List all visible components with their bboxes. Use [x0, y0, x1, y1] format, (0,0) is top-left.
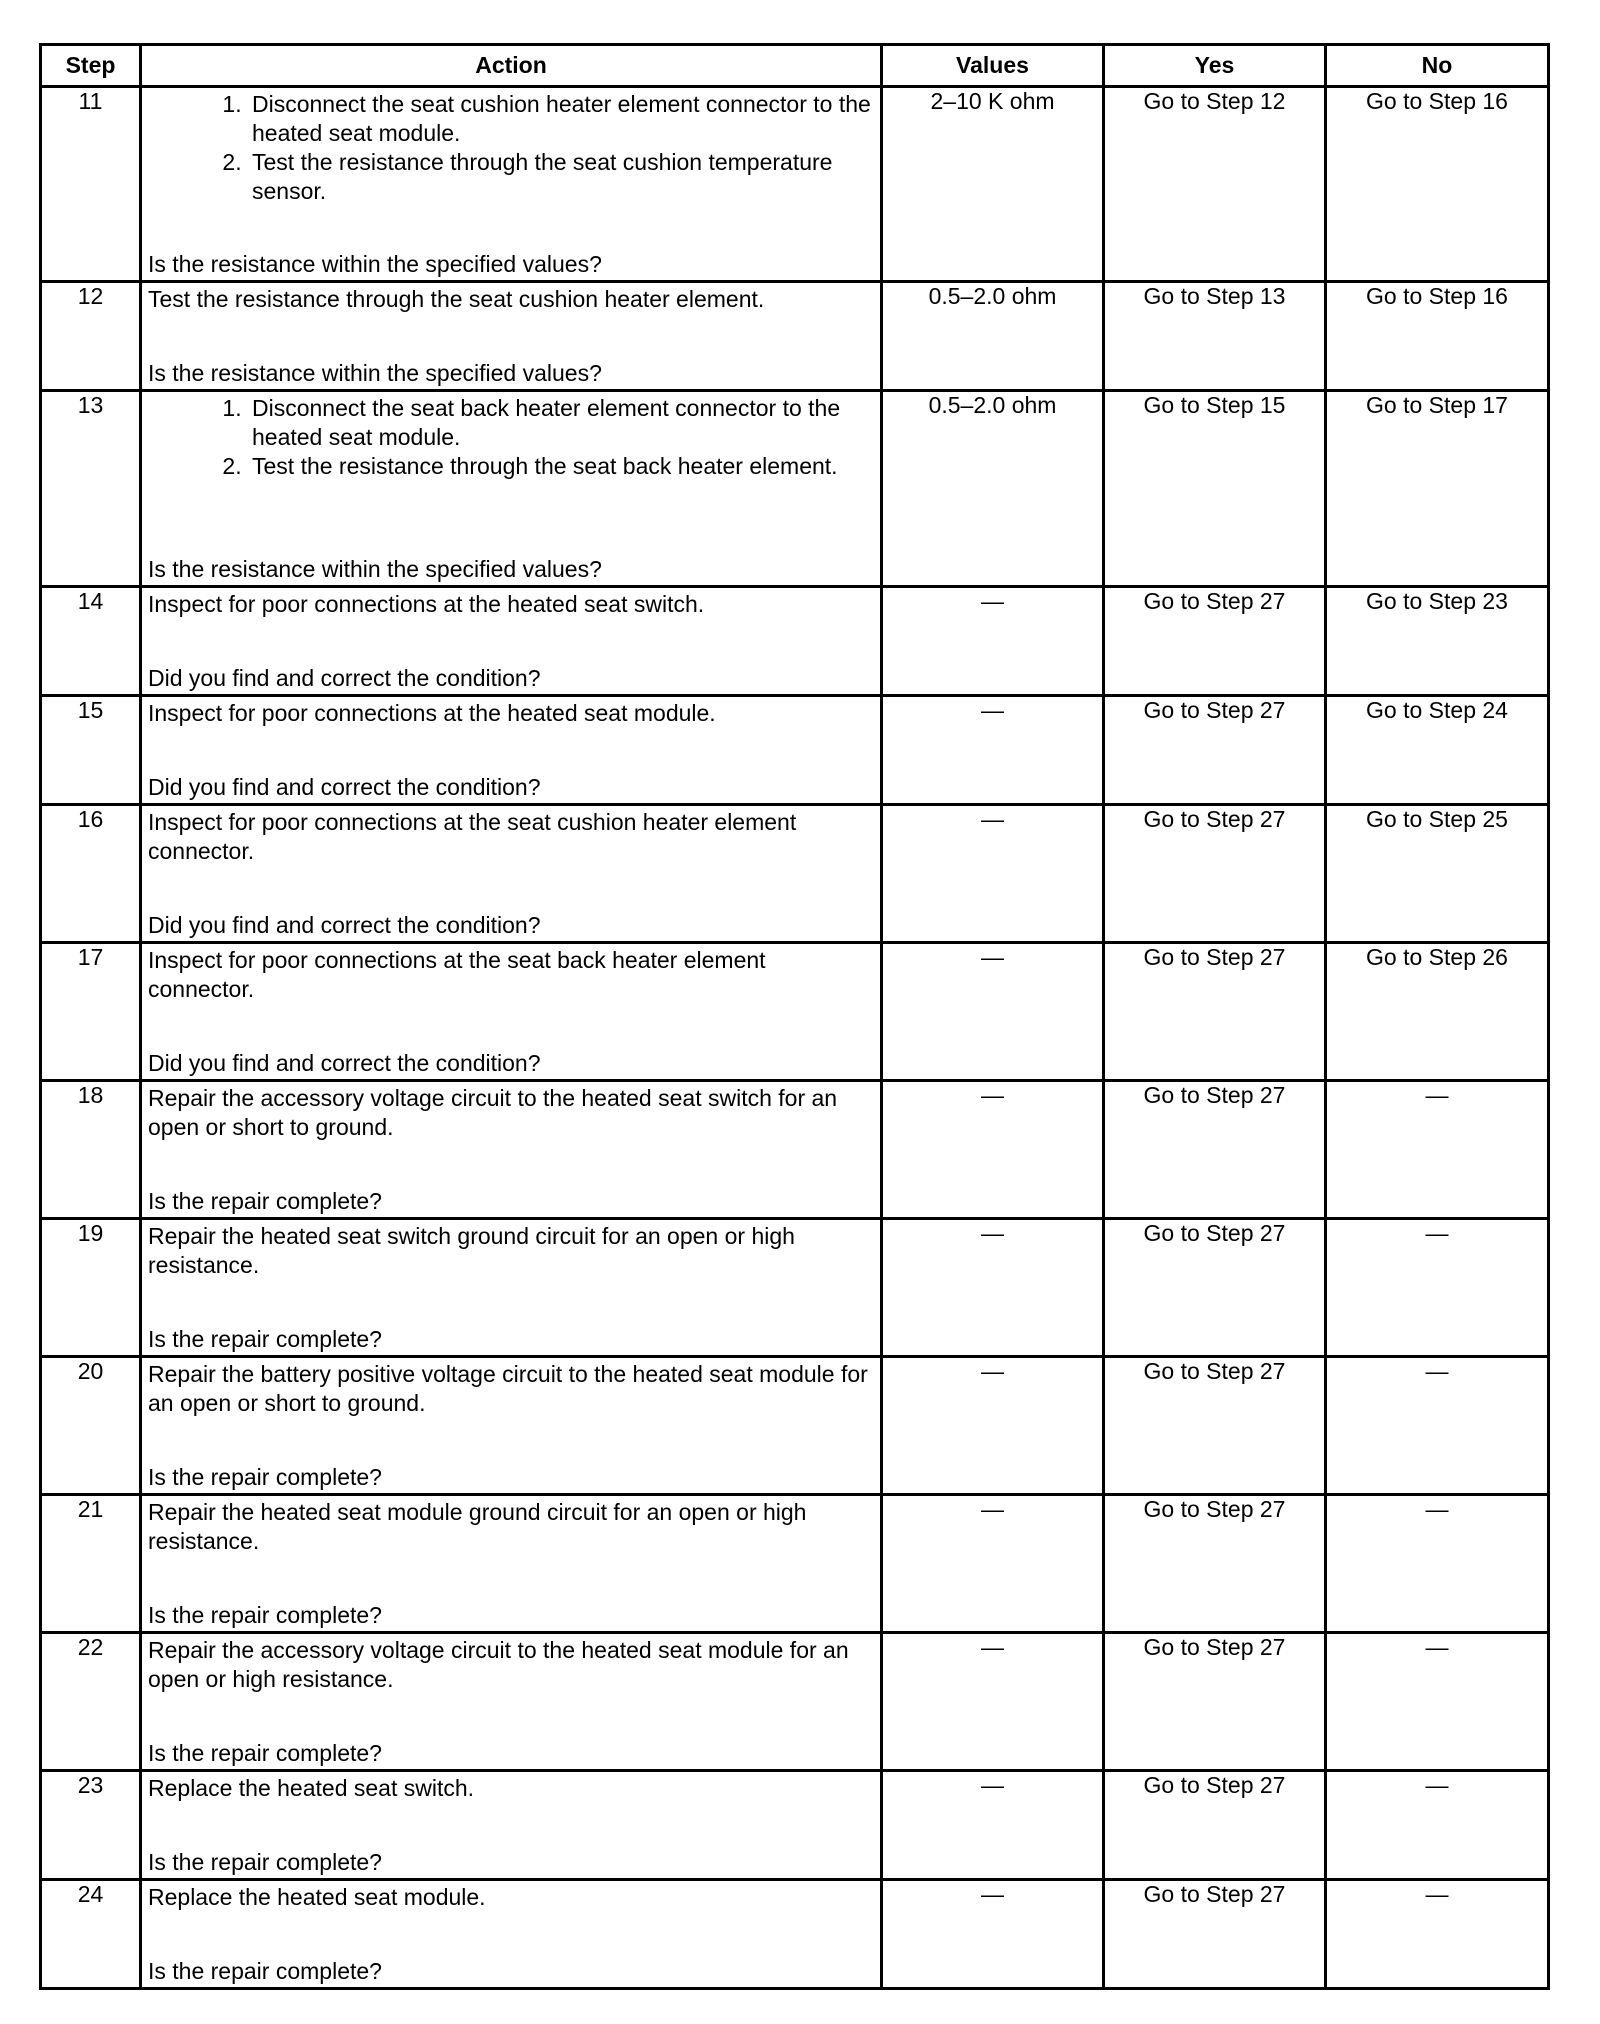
action-question: Is the repair complete?	[148, 1602, 382, 1628]
action-question: Is the repair complete?	[148, 1326, 382, 1352]
table-row	[41, 1880, 1549, 1989]
action-cell	[141, 391, 882, 587]
value-cell: —	[882, 1081, 1104, 1219]
yes-cell: Go to Step 27	[1104, 696, 1326, 805]
header-values: Values	[882, 45, 1104, 87]
table-row	[41, 1633, 1549, 1771]
instruction-list	[148, 394, 876, 481]
action-cell	[141, 1495, 882, 1633]
action-text: Repair the battery positive voltage circuit to the heated seat module for an open or short to ground.	[148, 1361, 868, 1416]
action-text: Inspect for poor connections at the heated seat switch.	[148, 591, 705, 617]
instruction-item: 1. Disconnect the seat back heater element connector to the heated seat module.	[248, 394, 876, 452]
step-number: 14	[41, 587, 141, 696]
action-text: Repair the heated seat switch ground circuit for an open or high resistance.	[148, 1223, 795, 1278]
value-cell: 0.5–2.0 ohm	[882, 391, 1104, 587]
table-row	[41, 1357, 1549, 1495]
no-cell: —	[1326, 1357, 1549, 1495]
action-text: Inspect for poor connections at the heated seat module.	[148, 700, 716, 726]
action-cell	[141, 1219, 882, 1357]
header-row	[41, 45, 1549, 87]
no-cell: Go to Step 26	[1326, 943, 1549, 1081]
instruction-item: 1. Disconnect the seat cushion heater element connector to the heated seat module.	[248, 90, 876, 148]
action-question: Is the resistance within the specified values?	[148, 360, 602, 386]
action-text: Repair the accessory voltage circuit to the heated seat module for an open or high resistance.	[148, 1637, 849, 1692]
action-cell	[141, 1081, 882, 1219]
no-cell: Go to Step 24	[1326, 696, 1549, 805]
action-cell	[141, 1357, 882, 1495]
action-question: Is the repair complete?	[148, 1188, 382, 1214]
step-number: 23	[41, 1771, 141, 1880]
no-cell: —	[1326, 1880, 1549, 1989]
header-yes: Yes	[1104, 45, 1326, 87]
action-text: Repair the heated seat module ground circuit for an open or high resistance.	[148, 1499, 807, 1554]
action-cell	[141, 696, 882, 805]
action-text: Test the resistance through the seat cushion heater element.	[148, 286, 765, 312]
table-row	[41, 587, 1549, 696]
yes-cell: Go to Step 27	[1104, 1880, 1326, 1989]
no-cell: Go to Step 25	[1326, 805, 1549, 943]
yes-cell: Go to Step 27	[1104, 587, 1326, 696]
action-question: Is the repair complete?	[148, 1958, 382, 1984]
yes-cell: Go to Step 15	[1104, 391, 1326, 587]
action-cell	[141, 87, 882, 282]
no-cell: —	[1326, 1633, 1549, 1771]
step-number: 13	[41, 391, 141, 587]
action-question: Did you find and correct the condition?	[148, 912, 541, 938]
value-cell: 0.5–2.0 ohm	[882, 282, 1104, 391]
header-step: Step	[41, 45, 141, 87]
action-text: Inspect for poor connections at the seat cushion heater element connector.	[148, 809, 797, 864]
no-cell: Go to Step 23	[1326, 587, 1549, 696]
table-row	[41, 1081, 1549, 1219]
action-cell	[141, 587, 882, 696]
table-row	[41, 805, 1549, 943]
action-question: Is the resistance within the specified values?	[148, 556, 602, 582]
step-number: 15	[41, 696, 141, 805]
table-row	[41, 696, 1549, 805]
instruction-item: 2. Test the resistance through the seat cushion temperature sensor.	[248, 148, 876, 206]
action-question: Is the repair complete?	[148, 1849, 382, 1875]
step-number: 19	[41, 1219, 141, 1357]
table-row	[41, 1495, 1549, 1633]
action-text: Replace the heated seat module.	[148, 1884, 486, 1910]
table-row	[41, 1771, 1549, 1880]
action-question: Is the repair complete?	[148, 1740, 382, 1766]
no-cell: Go to Step 16	[1326, 87, 1549, 282]
value-cell: —	[882, 696, 1104, 805]
yes-cell: Go to Step 12	[1104, 87, 1326, 282]
yes-cell: Go to Step 27	[1104, 805, 1326, 943]
step-number: 17	[41, 943, 141, 1081]
action-cell	[141, 1633, 882, 1771]
yes-cell: Go to Step 27	[1104, 1495, 1326, 1633]
action-cell	[141, 1880, 882, 1989]
action-cell	[141, 282, 882, 391]
action-text: Repair the accessory voltage circuit to the heated seat switch for an open or short to ground.	[148, 1085, 838, 1140]
no-cell: —	[1326, 1219, 1549, 1357]
yes-cell: Go to Step 27	[1104, 1357, 1326, 1495]
diagnostic-table	[39, 43, 1550, 1990]
action-text: Replace the heated seat switch.	[148, 1775, 475, 1801]
step-number: 24	[41, 1880, 141, 1989]
instruction-item: 2. Test the resistance through the seat back heater element.	[248, 452, 876, 481]
action-cell	[141, 1771, 882, 1880]
table-row	[41, 391, 1549, 587]
action-question: Is the resistance within the specified values?	[148, 251, 602, 277]
value-cell: 2–10 K ohm	[882, 87, 1104, 282]
value-cell: —	[882, 1771, 1104, 1880]
instruction-list	[148, 90, 876, 206]
header-action: Action	[141, 45, 882, 87]
no-cell: —	[1326, 1495, 1549, 1633]
step-number: 16	[41, 805, 141, 943]
table-row	[41, 943, 1549, 1081]
value-cell: —	[882, 1357, 1104, 1495]
table-row	[41, 282, 1549, 391]
value-cell: —	[882, 1880, 1104, 1989]
yes-cell: Go to Step 27	[1104, 1081, 1326, 1219]
yes-cell: Go to Step 13	[1104, 282, 1326, 391]
no-cell: —	[1326, 1771, 1549, 1880]
action-question: Is the repair complete?	[148, 1464, 382, 1490]
value-cell: —	[882, 1495, 1104, 1633]
action-question: Did you find and correct the condition?	[148, 774, 541, 800]
step-number: 21	[41, 1495, 141, 1633]
table-row	[41, 1219, 1549, 1357]
value-cell: —	[882, 805, 1104, 943]
value-cell: —	[882, 1633, 1104, 1771]
step-number: 11	[41, 87, 141, 282]
action-question: Did you find and correct the condition?	[148, 1050, 541, 1076]
value-cell: —	[882, 587, 1104, 696]
step-number: 12	[41, 282, 141, 391]
no-cell: —	[1326, 1081, 1549, 1219]
action-cell	[141, 805, 882, 943]
step-number: 22	[41, 1633, 141, 1771]
value-cell: —	[882, 1219, 1104, 1357]
action-cell	[141, 943, 882, 1081]
step-number: 20	[41, 1357, 141, 1495]
table-row	[41, 87, 1549, 282]
header-no: No	[1326, 45, 1549, 87]
yes-cell: Go to Step 27	[1104, 1771, 1326, 1880]
yes-cell: Go to Step 27	[1104, 1633, 1326, 1771]
no-cell: Go to Step 17	[1326, 391, 1549, 587]
action-text: Inspect for poor connections at the seat back heater element connector.	[148, 947, 766, 1002]
no-cell: Go to Step 16	[1326, 282, 1549, 391]
value-cell: —	[882, 943, 1104, 1081]
action-question: Did you find and correct the condition?	[148, 665, 541, 691]
step-number: 18	[41, 1081, 141, 1219]
yes-cell: Go to Step 27	[1104, 1219, 1326, 1357]
yes-cell: Go to Step 27	[1104, 943, 1326, 1081]
